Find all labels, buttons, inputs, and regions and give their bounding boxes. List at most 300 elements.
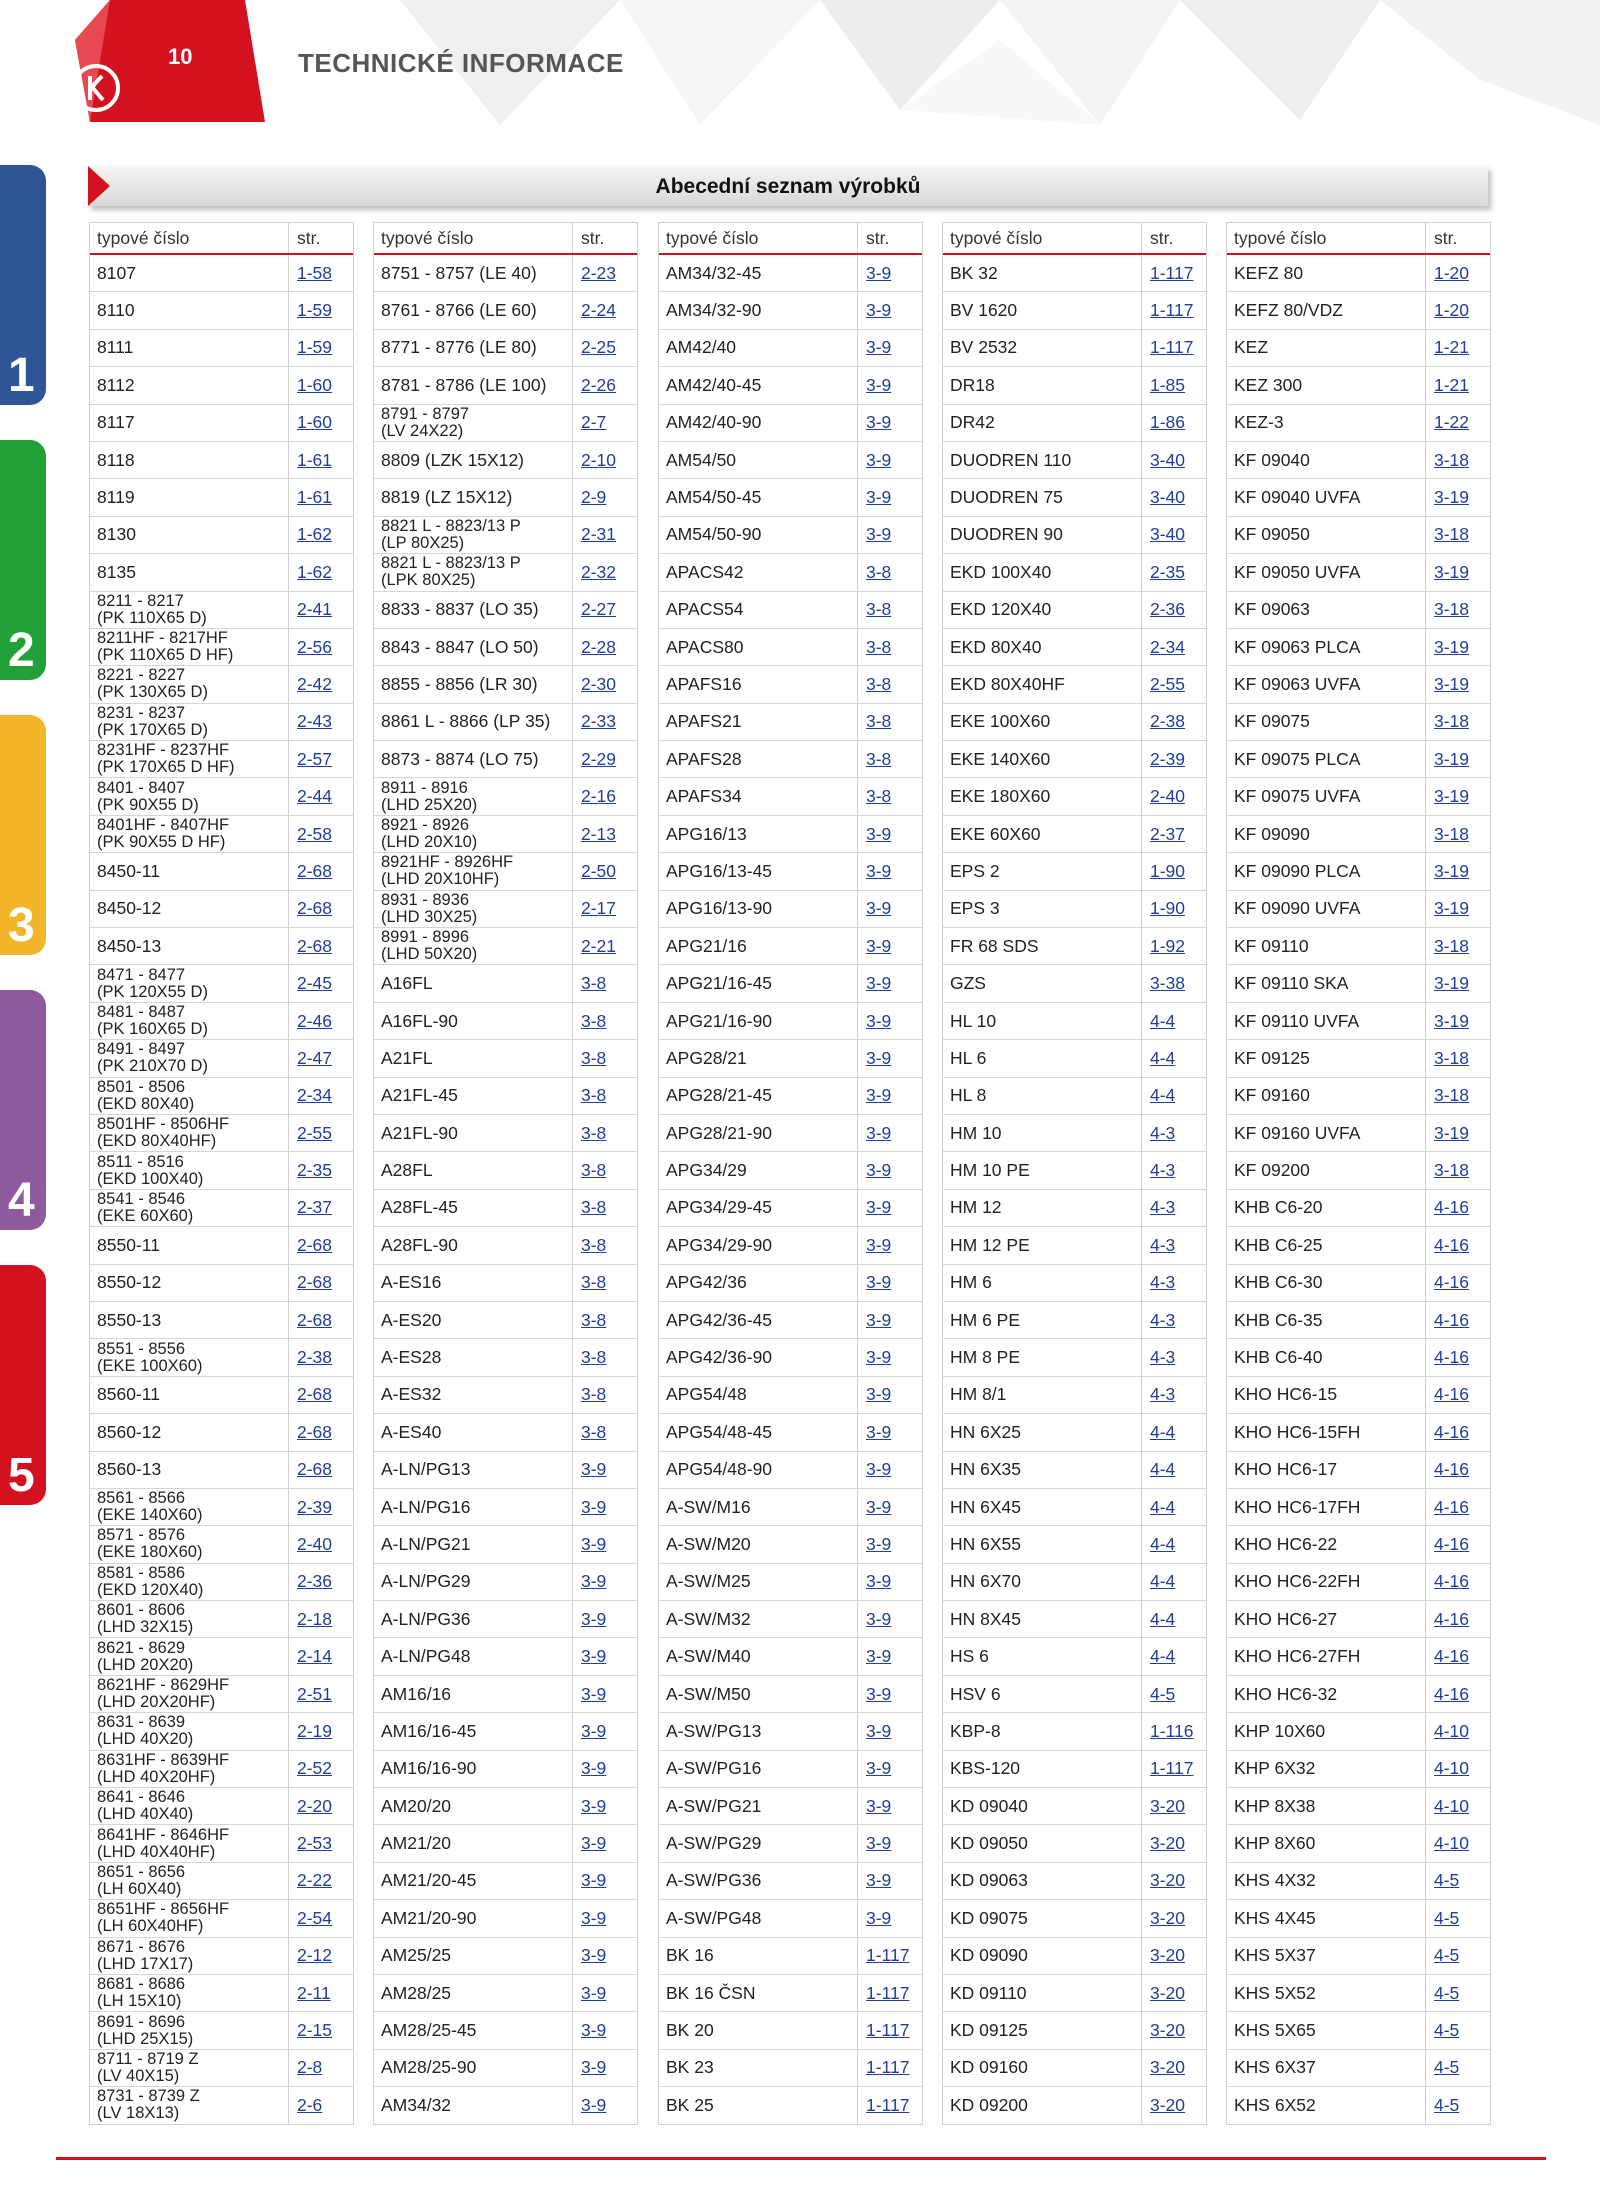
page-reference-link[interactable]: 3-8	[866, 636, 892, 657]
page-reference-link[interactable]: 3-8	[866, 561, 892, 582]
page-reference-link[interactable]: 3-9	[866, 1309, 892, 1330]
page-reference-link[interactable]: 3-8	[581, 1160, 607, 1181]
page-reference-link[interactable]: 2-51	[297, 1683, 333, 1704]
page-reference-link[interactable]: 1-61	[297, 449, 333, 470]
table-row	[90, 292, 353, 329]
page-reference-link[interactable]: 3-9	[581, 2094, 607, 2115]
page-reference-link[interactable]: 2-38	[297, 1347, 333, 1368]
page-reference-link[interactable]: 2-54	[297, 1907, 333, 1928]
page-reference-link[interactable]: 2-52	[297, 1758, 333, 1779]
page-reference-link[interactable]: 2-45	[297, 973, 333, 994]
page-reference-link[interactable]: 2-23	[581, 262, 617, 283]
page-reference-link[interactable]: 3-20	[1150, 1945, 1186, 1966]
page-reference-link[interactable]: 3-9	[866, 1795, 892, 1816]
chapter-tab-1[interactable]	[0, 165, 46, 405]
table-row	[943, 2050, 1206, 2087]
page-reference-link[interactable]: 3-18	[1434, 935, 1470, 956]
page-reference-link[interactable]: 2-68	[297, 1421, 333, 1442]
page-reference-link[interactable]: 3-18	[1434, 1085, 1470, 1106]
table-row	[90, 1863, 353, 1900]
page-reference-link[interactable]: 3-20	[1150, 2020, 1186, 2041]
page-reference-link[interactable]: 3-9	[581, 1571, 607, 1592]
page-reference-link[interactable]: 2-18	[297, 1608, 333, 1629]
page-reference-link[interactable]: 1-58	[297, 262, 333, 283]
chapter-tab-2[interactable]	[0, 440, 46, 680]
page-reference-link[interactable]: 1-21	[1434, 374, 1470, 395]
page-reference-link[interactable]: 2-10	[581, 449, 617, 470]
page-reference-link[interactable]: 3-38	[1150, 973, 1186, 994]
product-type-number: HM 12 PE	[943, 1227, 1142, 1263]
product-type-number: 8501HF - 8506HF (EKD 80X40HF)	[90, 1115, 289, 1151]
page-reference-link[interactable]: 3-9	[866, 1085, 892, 1106]
page-reference-link[interactable]: 3-9	[866, 1347, 892, 1368]
table-header-row	[374, 223, 637, 255]
page-reference-link[interactable]: 3-8	[866, 748, 892, 769]
page-reference-link[interactable]: 2-28	[581, 636, 617, 657]
page-reference-link[interactable]: 2-47	[297, 1047, 333, 1068]
page-reference-link[interactable]: 4-16	[1434, 1608, 1470, 1629]
page-reference-link[interactable]: 3-9	[866, 1384, 892, 1405]
page-reference-link[interactable]: 2-68	[297, 860, 333, 881]
page-reference-link[interactable]: 4-5	[1434, 1907, 1460, 1928]
page-reference-link[interactable]: 2-8	[297, 2057, 323, 2078]
table-row	[1227, 2087, 1490, 2123]
page-reference-link[interactable]: 4-4	[1150, 1421, 1176, 1442]
page-reference-link[interactable]: 3-8	[866, 786, 892, 807]
page-reference-link[interactable]: 3-9	[581, 1907, 607, 1928]
product-type-number: 8821 L - 8823/13 P (LPK 80X25)	[374, 554, 573, 590]
product-type-number: FR 68 SDS	[943, 928, 1142, 964]
page-reference-link[interactable]: 2-13	[581, 823, 617, 844]
page-reference-link[interactable]: 3-9	[866, 1047, 892, 1068]
page-reference-link[interactable]: 4-4	[1150, 1047, 1176, 1068]
table-row	[943, 1190, 1206, 1227]
page-reference-link[interactable]: 2-40	[1150, 786, 1186, 807]
page-reference-link[interactable]: 2-40	[297, 1533, 333, 1554]
page-reference-link[interactable]: 3-9	[866, 449, 892, 470]
page-reference-link[interactable]: 3-9	[866, 1160, 892, 1181]
page-reference-link[interactable]: 3-9	[866, 898, 892, 919]
page-reference-link[interactable]: 3-8	[866, 711, 892, 732]
page-reference-link[interactable]: 1-85	[1150, 374, 1186, 395]
page-reference-link[interactable]: 3-9	[581, 1683, 607, 1704]
page-reference-link[interactable]: 1-90	[1150, 860, 1186, 881]
page-reference-link[interactable]: 3-9	[866, 300, 892, 321]
page-reference-link[interactable]: 3-20	[1150, 1982, 1186, 2003]
page-reference-link[interactable]: 2-19	[297, 1720, 333, 1741]
table-row	[374, 1900, 637, 1937]
page-reference-link[interactable]: 3-19	[1434, 860, 1470, 881]
page-reference-link[interactable]: 3-20	[1150, 1833, 1186, 1854]
table-row	[374, 367, 637, 404]
page-reference-link[interactable]: 3-9	[581, 1720, 607, 1741]
product-type-number: BK 32	[943, 255, 1142, 291]
chapter-tab-label: 4	[8, 1174, 35, 1227]
page-reference-link[interactable]: 3-18	[1434, 449, 1470, 470]
page-reference-link[interactable]: 4-16	[1434, 1197, 1470, 1218]
page-reference-link[interactable]: 1-62	[297, 561, 333, 582]
page-reference-link[interactable]: 3-19	[1434, 748, 1470, 769]
page-reference-link[interactable]: 2-68	[297, 898, 333, 919]
page-reference-link[interactable]: 3-20	[1150, 2094, 1186, 2115]
page-reference-link[interactable]: 3-18	[1434, 1047, 1470, 1068]
page-reference-link[interactable]: 2-35	[1150, 561, 1186, 582]
page-reference-link[interactable]: 4-4	[1150, 1085, 1176, 1106]
page-reference-link[interactable]: 3-40	[1150, 487, 1186, 508]
page-reference-link[interactable]: 2-41	[297, 599, 333, 620]
page-reference-link[interactable]: 3-19	[1434, 1010, 1470, 1031]
page-reference-link[interactable]: 4-3	[1150, 1122, 1176, 1143]
page-reference-link[interactable]: 3-9	[581, 2057, 607, 2078]
page-reference-link[interactable]: 4-16	[1434, 1234, 1470, 1255]
page-reference-link[interactable]: 4-3	[1150, 1272, 1176, 1293]
page-reference-link[interactable]: 2-68	[297, 1309, 333, 1330]
page-reference-link[interactable]: 4-3	[1150, 1384, 1176, 1405]
page-reference-link[interactable]: 2-68	[297, 1459, 333, 1480]
page-reference-link[interactable]: 4-3	[1150, 1347, 1176, 1368]
page-reference-link[interactable]: 1-117	[866, 2094, 910, 2115]
page-reference-link[interactable]: 3-20	[1150, 2057, 1186, 2078]
page-reference-link[interactable]: 2-43	[297, 711, 333, 732]
page-reference-link[interactable]: 4-4	[1150, 1608, 1176, 1629]
page-reference-link[interactable]: 3-9	[866, 262, 892, 283]
page-reference-link[interactable]: 2-15	[297, 2020, 333, 2041]
page-reference-link[interactable]: 3-9	[866, 1459, 892, 1480]
product-type-number: KHP 8X38	[1227, 1788, 1426, 1824]
page-reference-link[interactable]: 3-9	[866, 374, 892, 395]
page-reference-link[interactable]: 2-55	[1150, 673, 1186, 694]
page-reference-link[interactable]: 2-20	[297, 1795, 333, 1816]
page-reference-link[interactable]: 3-20	[1150, 1795, 1186, 1816]
page-reference-link[interactable]: 1-21	[1434, 337, 1470, 358]
page-reference-link[interactable]: 1-61	[297, 487, 333, 508]
page-reference-link[interactable]: 4-10	[1434, 1758, 1470, 1779]
page-reference-link[interactable]: 4-16	[1434, 1384, 1470, 1405]
product-type-number: 8541 - 8546 (EKE 60X60)	[90, 1190, 289, 1226]
page-reference-link[interactable]: 1-117	[866, 1982, 910, 2003]
page-reference-link[interactable]: 3-8	[581, 1421, 607, 1442]
page-reference-link[interactable]: 2-58	[297, 823, 333, 844]
page-reference-link[interactable]: 3-19	[1434, 673, 1470, 694]
page-reference-link[interactable]: 3-9	[581, 1646, 607, 1667]
page-reference-link[interactable]: 3-9	[866, 1122, 892, 1143]
page-reference-link[interactable]: 3-19	[1434, 636, 1470, 657]
page-reference-link[interactable]: 3-20	[1150, 1907, 1186, 1928]
page-reference-link[interactable]: 1-117	[1150, 1758, 1194, 1779]
page-reference-link[interactable]: 3-9	[866, 524, 892, 545]
page-reference-link[interactable]: 3-9	[581, 1870, 607, 1891]
page-reference-link[interactable]: 2-11	[297, 1982, 331, 2003]
page-reference-link[interactable]: 4-10	[1434, 1833, 1470, 1854]
page-reference-link[interactable]: 4-4	[1150, 1571, 1176, 1592]
page-reference-link[interactable]: 3-8	[581, 1384, 607, 1405]
page-reference-link[interactable]: 2-38	[1150, 711, 1186, 732]
page-reference-link[interactable]: 3-9	[866, 1758, 892, 1779]
product-type-number: EKE 100X60	[943, 704, 1142, 740]
page-reference-link[interactable]: 4-10	[1434, 1795, 1470, 1816]
page-reference-link[interactable]: 4-4	[1150, 1010, 1176, 1031]
page-reference-link[interactable]: 2-36	[1150, 599, 1186, 620]
table-row	[943, 1676, 1206, 1713]
product-type-number: BV 2532	[943, 330, 1142, 366]
page-reference-link[interactable]: 3-9	[866, 337, 892, 358]
page-reference-link[interactable]: 4-16	[1434, 1309, 1470, 1330]
page-reference-link[interactable]: 3-9	[866, 1870, 892, 1891]
chapter-tab-3[interactable]	[0, 715, 46, 955]
page-reference-link[interactable]: 3-8	[581, 1309, 607, 1330]
page-reference-link[interactable]: 3-9	[581, 1795, 607, 1816]
page-reference-link[interactable]: 4-16	[1434, 1496, 1470, 1517]
page-reference-link[interactable]: 2-36	[297, 1571, 333, 1592]
page-reference-link[interactable]: 3-9	[866, 1646, 892, 1667]
table-row	[1227, 1863, 1490, 1900]
page-reference-link[interactable]: 3-9	[866, 1608, 892, 1629]
page-reference-link[interactable]: 2-21	[581, 935, 617, 956]
product-type-number: APG54/48-45	[659, 1414, 858, 1450]
page-reference-link[interactable]: 4-16	[1434, 1571, 1470, 1592]
page-reference-link[interactable]: 2-68	[297, 1384, 333, 1405]
chapter-tab-4[interactable]	[0, 990, 46, 1230]
page-reference-link[interactable]: 2-44	[297, 786, 333, 807]
page-reference-link[interactable]: 2-42	[297, 673, 333, 694]
page-reference-link[interactable]: 3-18	[1434, 599, 1470, 620]
page-reference-link[interactable]: 3-40	[1150, 524, 1186, 545]
page-reference-link[interactable]: 3-8	[866, 673, 892, 694]
page-reference-link[interactable]: 2-27	[581, 599, 617, 620]
page-reference-link[interactable]: 4-16	[1434, 1421, 1470, 1442]
page-reference-link[interactable]: 3-19	[1434, 561, 1470, 582]
page-reference-link[interactable]: 4-16	[1434, 1683, 1470, 1704]
page-reference-link[interactable]: 3-18	[1434, 823, 1470, 844]
page-reference-link[interactable]: 3-19	[1434, 973, 1470, 994]
page-reference-link[interactable]: 2-37	[1150, 823, 1186, 844]
page-reference-link[interactable]: 4-16	[1434, 1646, 1470, 1667]
page-reference-link[interactable]: 3-8	[581, 1197, 607, 1218]
page-reference-link[interactable]: 1-86	[1150, 412, 1186, 433]
page-reference-link[interactable]: 3-9	[866, 1234, 892, 1255]
page-reference-link[interactable]: 2-34	[1150, 636, 1186, 657]
page-reference-link[interactable]: 3-8	[581, 1010, 607, 1031]
page-reference-link[interactable]: 2-53	[297, 1833, 333, 1854]
page-reference-link[interactable]: 3-9	[866, 860, 892, 881]
page-reference-link[interactable]: 1-22	[1434, 412, 1470, 433]
page-reference-link[interactable]: 2-39	[297, 1496, 333, 1517]
page-reference-link[interactable]: 4-16	[1434, 1347, 1470, 1368]
page-reference-link[interactable]: 4-3	[1150, 1234, 1176, 1255]
page-reference-link[interactable]: 2-68	[297, 1234, 333, 1255]
page-reference-link[interactable]: 1-60	[297, 412, 333, 433]
page-reference-link[interactable]: 2-16	[581, 786, 617, 807]
page-reference-link[interactable]: 4-4	[1150, 1459, 1176, 1480]
table-row	[659, 2050, 922, 2087]
page-reference-link[interactable]: 2-26	[581, 374, 617, 395]
chapter-tab-5[interactable]	[0, 1265, 46, 1505]
page-reference-link[interactable]: 1-117	[866, 1945, 910, 1966]
table-row	[374, 479, 637, 516]
page-reference-link[interactable]: 2-55	[297, 1122, 333, 1143]
page-reference-link[interactable]: 3-19	[1434, 786, 1470, 807]
page-reference-link[interactable]: 3-9	[866, 1571, 892, 1592]
page-reference-link[interactable]: 3-8	[581, 1122, 607, 1143]
page-reference-link[interactable]: 4-5	[1434, 2057, 1460, 2078]
page-reference-link[interactable]: 3-9	[581, 1758, 607, 1779]
page-reference-link[interactable]: 3-18	[1434, 1160, 1470, 1181]
page-reference-link[interactable]: 2-17	[581, 898, 617, 919]
page-reference-link[interactable]: 3-9	[866, 1421, 892, 1442]
page-reference-link[interactable]: 3-9	[866, 1907, 892, 1928]
page-reference-link[interactable]: 1-117	[866, 2020, 910, 2041]
page-reference-link[interactable]: 2-35	[297, 1160, 333, 1181]
page-reference-link[interactable]: 1-116	[1150, 1720, 1194, 1741]
page-reference-link[interactable]: 4-5	[1434, 1982, 1460, 2003]
page-reference-link[interactable]: 4-16	[1434, 1459, 1470, 1480]
page-reference-link[interactable]: 3-9	[866, 487, 892, 508]
page-reference-link[interactable]: 3-9	[866, 973, 892, 994]
page-reference-link[interactable]: 1-20	[1434, 262, 1470, 283]
page-reference-link[interactable]: 3-20	[1150, 1870, 1186, 1891]
page-reference-link[interactable]: 2-68	[297, 935, 333, 956]
page-reference-link[interactable]: 4-4	[1150, 1496, 1176, 1517]
page-reference-link[interactable]: 3-9	[581, 1533, 607, 1554]
section-title: Abecední seznam výrobků	[655, 175, 921, 198]
page-reference-link[interactable]: 1-90	[1150, 898, 1186, 919]
page-reference-link[interactable]: 3-9	[866, 412, 892, 433]
page-reference-link[interactable]: 3-8	[581, 1347, 607, 1368]
table-row	[943, 1377, 1206, 1414]
table-row	[374, 1863, 637, 1900]
page-reference-link[interactable]: 1-20	[1434, 300, 1470, 321]
page-reference-link[interactable]: 1-117	[1150, 337, 1194, 358]
page-reference-link[interactable]: 2-50	[581, 860, 617, 881]
page-reference-link[interactable]: 2-25	[581, 337, 617, 358]
page-reference-link[interactable]: 3-9	[866, 1496, 892, 1517]
page-reference-link[interactable]: 3-9	[581, 1982, 607, 2003]
page-reference-link[interactable]: 2-37	[297, 1197, 333, 1218]
page-reference-link[interactable]: 2-32	[581, 561, 617, 582]
page-reference-link[interactable]: 2-46	[297, 1010, 333, 1031]
page-reference-link[interactable]: 2-29	[581, 748, 617, 769]
page-reference-link[interactable]: 2-6	[297, 2094, 323, 2115]
page-reference-link[interactable]: 3-9	[866, 1533, 892, 1554]
page-reference-link[interactable]: 2-34	[297, 1085, 333, 1106]
page-reference-link[interactable]: 4-5	[1434, 1870, 1460, 1891]
page-reference-link[interactable]: 3-8	[581, 1272, 607, 1293]
page-reference-link[interactable]: 2-39	[1150, 748, 1186, 769]
page-reference-link[interactable]: 4-5	[1150, 1683, 1176, 1704]
page-reference-link[interactable]: 2-30	[581, 673, 617, 694]
page-reference-link[interactable]: 3-9	[866, 1683, 892, 1704]
page-reference-link[interactable]: 2-33	[581, 711, 617, 732]
page-reference-link[interactable]: 3-9	[866, 1272, 892, 1293]
page-reference-link[interactable]: 2-12	[297, 1945, 333, 1966]
page-reference-link[interactable]: 1-117	[866, 2057, 910, 2078]
page-reference-link[interactable]: 3-19	[1434, 1122, 1470, 1143]
product-type-number: A-ES32	[374, 1377, 573, 1413]
page-reference-link[interactable]: 3-9	[581, 1833, 607, 1854]
page-reference-link[interactable]: 3-19	[1434, 898, 1470, 919]
table-row	[374, 255, 637, 292]
page-reference-link[interactable]: 3-9	[866, 935, 892, 956]
page-reference-link[interactable]: 2-22	[297, 1870, 333, 1891]
page-reference-link[interactable]: 3-9	[581, 1945, 607, 1966]
product-type-number: 8117	[90, 405, 289, 441]
page-reference-link[interactable]: 1-59	[297, 337, 333, 358]
product-type-number: KHO HC6-17FH	[1227, 1489, 1426, 1525]
page-reference-link[interactable]: 4-4	[1150, 1646, 1176, 1667]
table-row	[659, 1751, 922, 1788]
page-reference-link[interactable]: 4-5	[1434, 2094, 1460, 2115]
page-reference-link[interactable]: 3-8	[581, 1085, 607, 1106]
page-reference-link[interactable]: 4-3	[1150, 1309, 1176, 1330]
page-reference-link[interactable]: 3-9	[581, 2020, 607, 2041]
page-reference-link[interactable]: 3-9	[581, 1608, 607, 1629]
page-reference-link[interactable]: 1-59	[297, 300, 333, 321]
page-reference-link[interactable]: 1-60	[297, 374, 333, 395]
table-row	[90, 255, 353, 292]
page-reference-link[interactable]: 4-3	[1150, 1197, 1176, 1218]
page-reference-link[interactable]: 3-8	[581, 1047, 607, 1068]
page-reference-link[interactable]: 4-5	[1434, 1945, 1460, 1966]
page-reference-link[interactable]: 1-92	[1150, 935, 1186, 956]
page-reference-link[interactable]: 4-3	[1150, 1160, 1176, 1181]
page-reference-link[interactable]: 4-16	[1434, 1533, 1470, 1554]
page-reference-link[interactable]: 4-5	[1434, 2020, 1460, 2041]
page-reference-link[interactable]: 3-9	[866, 1010, 892, 1031]
page-reference-link[interactable]: 3-40	[1150, 449, 1186, 470]
product-type-number: APAFS21	[659, 704, 858, 740]
page-reference-link[interactable]: 3-9	[866, 1833, 892, 1854]
product-type-number: APACS80	[659, 629, 858, 665]
page-reference-link[interactable]: 3-18	[1434, 711, 1470, 732]
page-reference-link[interactable]: 2-24	[581, 300, 617, 321]
table-row	[659, 1190, 922, 1227]
page-reference-link[interactable]: 3-9	[581, 1496, 607, 1517]
page-reference-link[interactable]: 1-117	[1150, 300, 1194, 321]
page-reference-link[interactable]: 3-8	[581, 1234, 607, 1255]
table-row	[659, 330, 922, 367]
page-reference-link[interactable]: 2-31	[581, 524, 617, 545]
page-reference-link[interactable]: 4-4	[1150, 1533, 1176, 1554]
page-reference-link[interactable]: 3-8	[581, 973, 607, 994]
page-reference-link[interactable]: 3-18	[1434, 524, 1470, 545]
table-row	[90, 965, 353, 1002]
product-type-number: AM54/50-45	[659, 479, 858, 515]
page-reference-link[interactable]: 4-16	[1434, 1272, 1470, 1293]
page-reference-link[interactable]: 2-14	[297, 1646, 333, 1667]
page-reference-link[interactable]: 2-7	[581, 412, 607, 433]
page-reference-link[interactable]: 3-19	[1434, 487, 1470, 508]
product-type-number: APAFS34	[659, 778, 858, 814]
page-reference-link[interactable]: 1-62	[297, 524, 333, 545]
table-row	[374, 1377, 637, 1414]
page-reference-link[interactable]: 2-9	[581, 487, 607, 508]
page-reference-link[interactable]: 2-57	[297, 748, 333, 769]
table-row	[1227, 816, 1490, 853]
page-reference-link[interactable]: 3-8	[866, 599, 892, 620]
page-reference-link[interactable]: 3-9	[866, 1720, 892, 1741]
page-reference-link[interactable]: 3-9	[866, 1197, 892, 1218]
table-row	[659, 629, 922, 666]
page-reference-link[interactable]: 3-9	[866, 823, 892, 844]
page-reference-link[interactable]: 4-10	[1434, 1720, 1470, 1741]
page-reference-link[interactable]: 2-68	[297, 1272, 333, 1293]
product-type-number: APACS54	[659, 592, 858, 628]
column-header-page: str.	[866, 227, 890, 248]
page-reference-link[interactable]: 2-56	[297, 636, 333, 657]
page-reference-link[interactable]: 1-117	[1150, 262, 1194, 283]
product-type-number: 8560-11	[90, 1377, 289, 1413]
page-reference-link[interactable]: 3-9	[581, 1459, 607, 1480]
